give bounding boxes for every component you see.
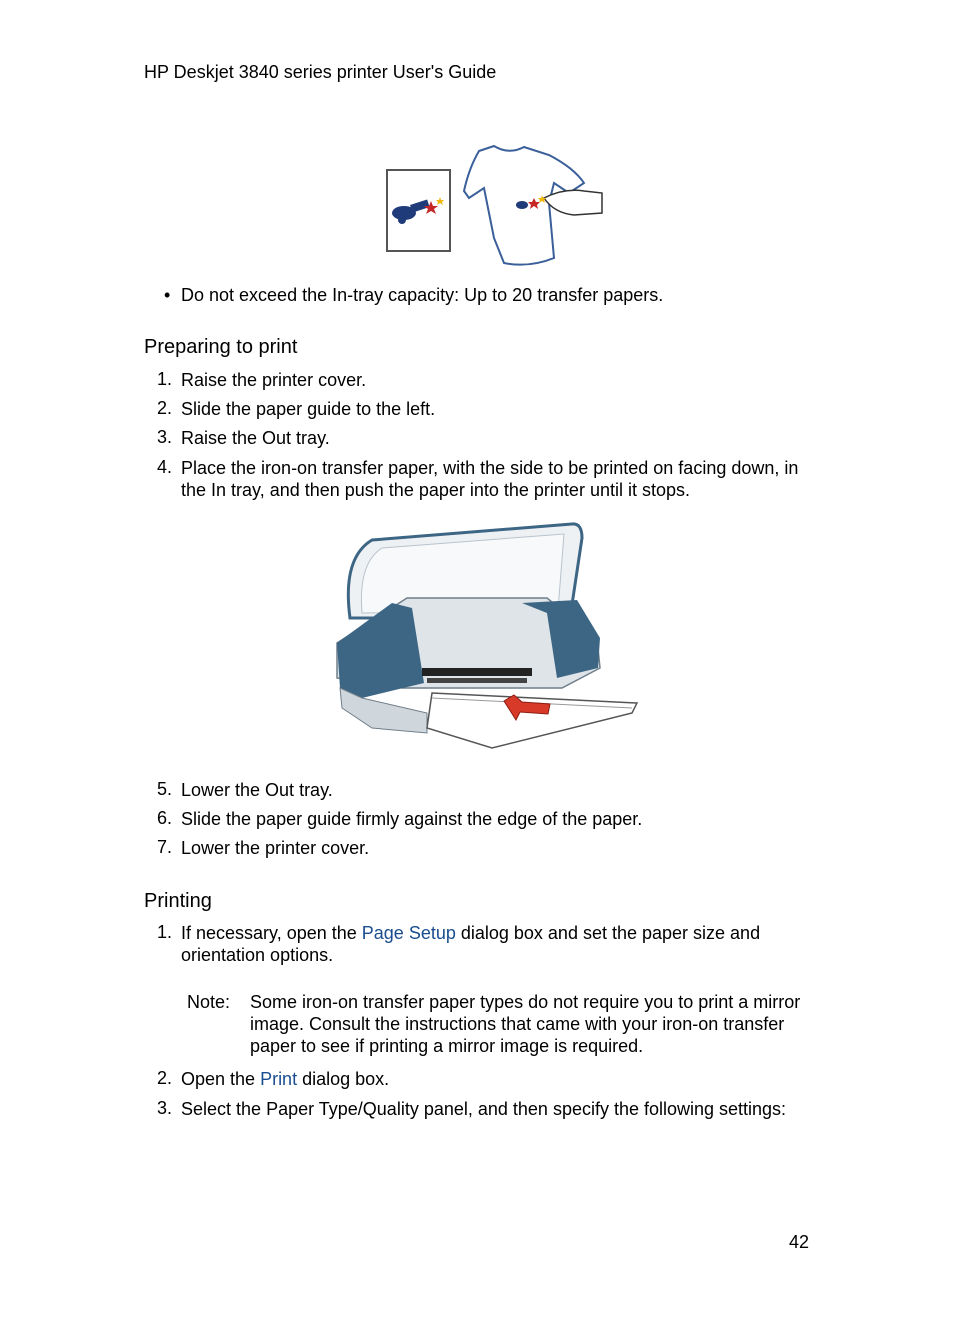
iron-on-transfer-illustration <box>384 143 608 269</box>
step-number: 3. <box>156 1098 172 1118</box>
step-text <box>181 1098 821 1120</box>
panel-name: Paper Type/Quality <box>266 1099 419 1119</box>
step-text <box>181 1068 821 1090</box>
step-number: 2. <box>156 398 172 418</box>
bullet-marker: • <box>164 285 171 305</box>
bullet-text: Do not exceed the In-tray capacity: Up to 20 transfer papers. <box>181 285 664 305</box>
step-text-part: Open the <box>181 1069 261 1089</box>
step-text: Raise the Out tray. <box>181 428 330 448</box>
note-label: Note: <box>187 992 231 1012</box>
note-text: Some iron-on transfer paper types do not require you to print a mirror image. Consult the instructions that came with your iron-on transfer paper to see if printing a mirror image is required. <box>250 992 801 1056</box>
section-heading-printing: Printing <box>144 890 212 912</box>
step-text-part: Select the <box>181 1099 267 1119</box>
step-number: 2. <box>156 1068 172 1088</box>
step-number: 4. <box>156 457 172 477</box>
step-text-part: dialog box and set the paper size and orientation options. <box>181 923 761 965</box>
step-text-part: panel, and then specify the following settings: <box>418 1099 787 1119</box>
step-number: 5. <box>156 779 172 799</box>
step-text: Slide the paper guide firmly against the edge of the paper. <box>181 809 643 829</box>
step-number: 1. <box>156 922 172 942</box>
printer-loading-illustration <box>332 518 644 756</box>
step-text: Slide the paper guide to the left. <box>181 399 436 419</box>
step-number: 7. <box>156 837 172 857</box>
page-header: HP Deskjet 3840 series printer User's Guide <box>144 62 497 82</box>
step-number: 1. <box>156 369 172 389</box>
section-heading-preparing: Preparing to print <box>144 336 298 358</box>
step-text: Lower the Out tray. <box>181 780 333 800</box>
step-text-part: If necessary, open the <box>181 923 362 943</box>
step-text: Raise the printer cover. <box>181 370 367 390</box>
step-number: 6. <box>156 808 172 828</box>
page-number: 42 <box>788 1232 809 1252</box>
print-link[interactable]: Print <box>260 1069 298 1089</box>
step-text-part: dialog box. <box>297 1069 390 1089</box>
step-text: Place the iron-on transfer paper, with the side to be printed on facing down, in the In tray, and then push the paper into the printer until it stops. <box>181 458 799 500</box>
page-setup-link[interactable]: Page Setup <box>361 923 456 943</box>
step-text <box>181 922 821 966</box>
step-text: Lower the printer cover. <box>181 838 370 858</box>
step-number: 3. <box>156 427 172 447</box>
